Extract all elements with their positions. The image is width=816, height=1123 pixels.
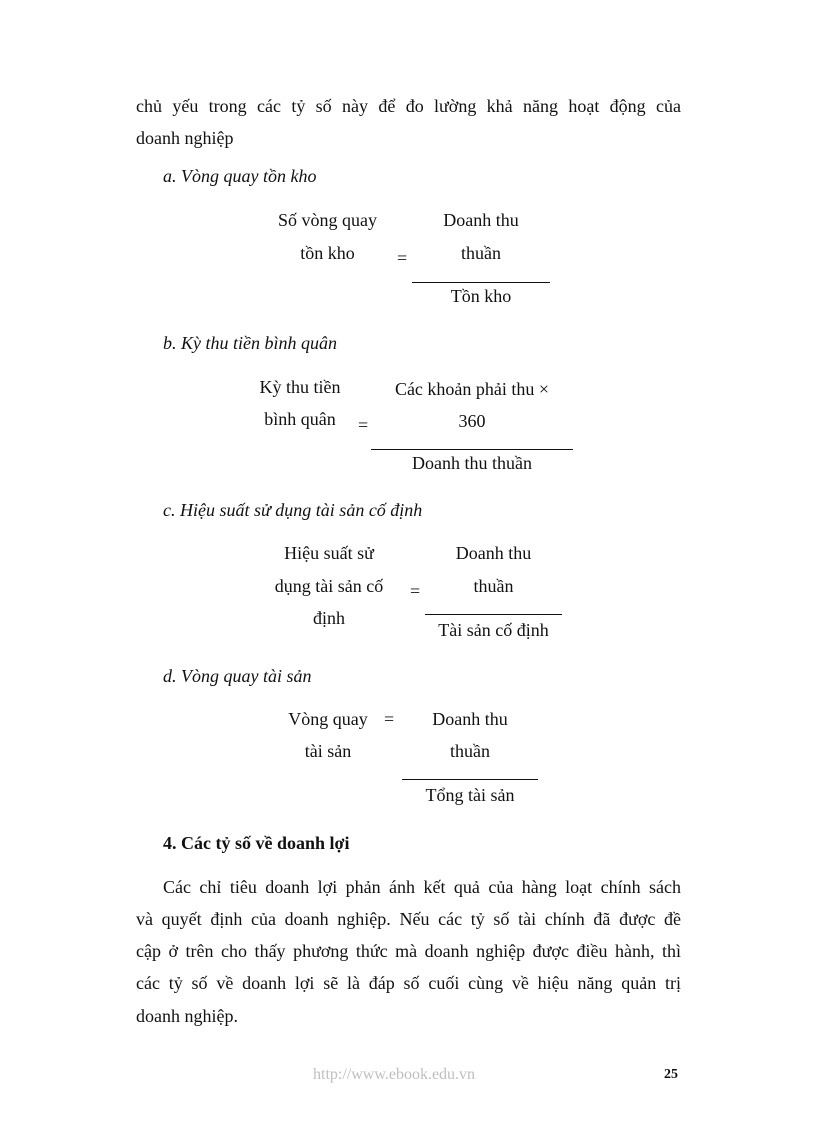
formula-c-label-line-1: Hiệu suất sử	[284, 543, 374, 563]
section-heading-d: d. Vòng quay tài sản	[163, 666, 312, 686]
formula-d-denominator: Tổng tài sản	[425, 785, 515, 805]
intro-line-2: doanh nghiệp	[136, 128, 234, 148]
formula-c-fraction-bar	[425, 614, 562, 615]
footer-url: http://www.ebook.edu.vn	[313, 1066, 476, 1083]
page-number: 25	[664, 1067, 678, 1082]
formula-b-label-line-2: bình quân	[264, 409, 336, 429]
formula-c-denominator: Tài sản cố định	[438, 620, 549, 640]
formula-a-denominator: Tồn kho	[450, 286, 512, 306]
formula-c-equals: =	[410, 581, 421, 601]
formula-a-label-line-2: tồn kho	[300, 243, 355, 263]
formula-d-numerator-line-1: Doanh thu	[432, 709, 508, 729]
formula-b-equals: =	[358, 415, 369, 435]
section-4-paragraph-line-1: Các chỉ tiêu doanh lợi phản ánh kết quả của hàng loạt chính sách	[163, 877, 681, 897]
formula-c-label-line-2: dụng tài sản cố	[274, 576, 384, 596]
formula-a-numerator-line-2: thuần	[461, 243, 501, 263]
formula-d-label-line-1: Vòng quay	[288, 709, 368, 729]
section-heading-c: c. Hiệu suất sử dụng tài sản cố định	[163, 500, 423, 520]
formula-d-fraction-bar	[402, 779, 538, 780]
formula-a-fraction-bar	[412, 282, 550, 283]
formula-c-numerator-line-2: thuần	[473, 576, 514, 596]
formula-c-numerator-line-1: Doanh thu	[455, 543, 532, 563]
formula-d-label-line-2: tài sản	[304, 741, 352, 761]
formula-d-equals: =	[384, 709, 395, 729]
formula-a-numerator-line-1: Doanh thu	[443, 210, 519, 230]
section-4-paragraph-line-2: và quyết định của doanh nghiệp. Nếu các tỷ số tài chính đã được đề	[136, 909, 681, 929]
formula-b-numerator-line-1: Các khoản phải thu ×	[394, 379, 550, 399]
formula-b-fraction-bar	[371, 449, 573, 450]
formula-b-label-line-1: Kỳ thu tiền	[259, 377, 341, 397]
intro-line-1: chủ yếu trong các tỷ số này để đo lường khả năng hoạt động của	[136, 96, 681, 116]
section-4-heading: 4. Các tỷ số về doanh lợi	[163, 833, 350, 853]
formula-b-denominator: Doanh thu thuần	[412, 453, 532, 473]
section-heading-b: b. Kỳ thu tiền bình quân	[163, 333, 337, 353]
section-4-paragraph-line-3: cập ở trên cho thấy phương thức mà doanh nghiệp được điều hành, thì	[136, 941, 681, 961]
section-4-paragraph-line-5: doanh nghiệp.	[136, 1006, 238, 1026]
formula-d-numerator-line-2: thuần	[450, 741, 490, 761]
formula-a-equals: =	[397, 248, 408, 268]
formula-a-label-line-1: Số vòng quay	[278, 210, 377, 230]
formula-c-label-line-3: định	[312, 608, 345, 628]
section-4-paragraph-line-4: các tỷ số về doanh lợi sẽ là đáp số cuối cùng về hiệu năng quản trị	[136, 973, 681, 993]
formula-b-numerator-line-2: 360	[458, 411, 486, 431]
section-heading-a: a. Vòng quay tồn kho	[163, 166, 317, 186]
